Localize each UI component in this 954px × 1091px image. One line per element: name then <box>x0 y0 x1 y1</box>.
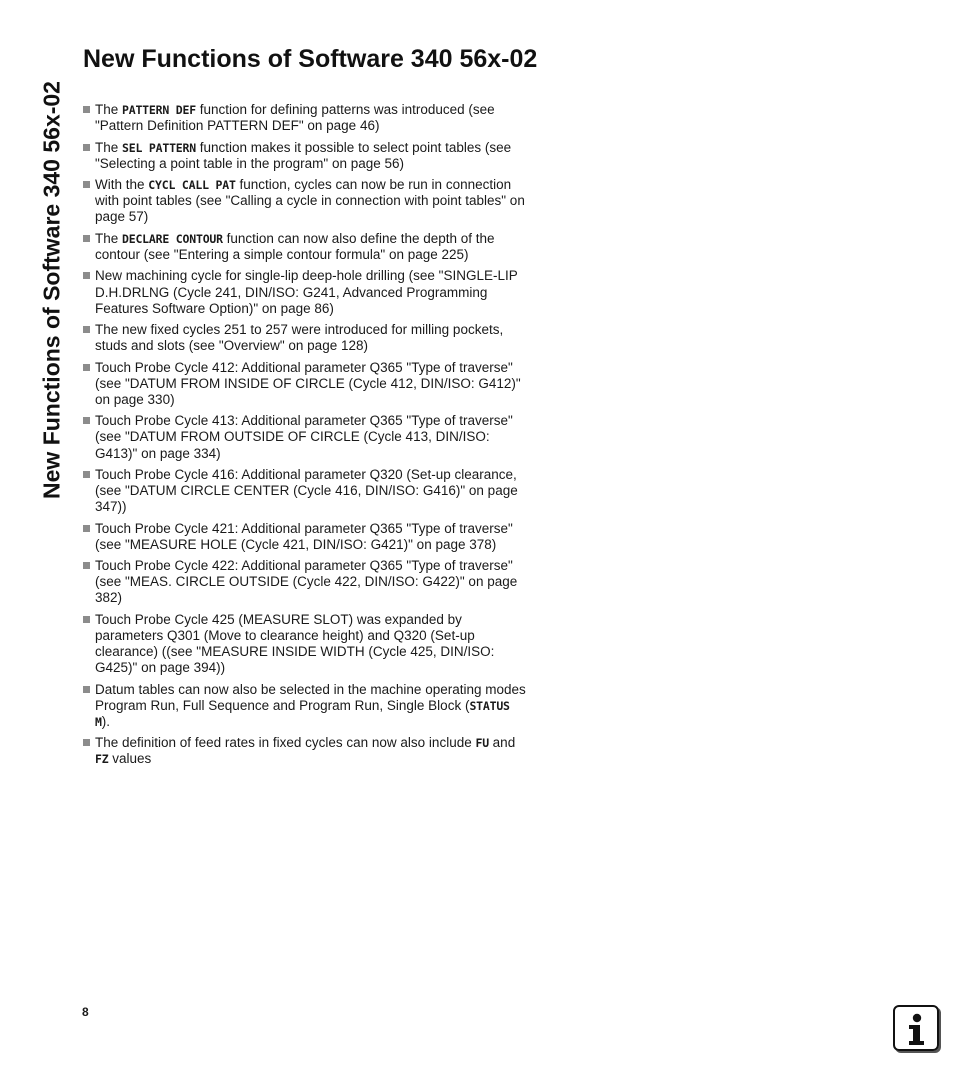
bullet-square-icon <box>83 272 90 279</box>
item-text: Touch Probe Cycle 422: Additional parameter Q365 "Type of traverse" (see "MEAS. CIRCLE OUTSIDE (Cycle 422, DIN/ISO: G422)" on page 382) <box>95 558 518 606</box>
bullet-square-icon <box>83 562 90 569</box>
list-item <box>83 413 528 461</box>
item-text: New machining cycle for single-lip deep-hole drilling (see "SINGLE-LIP D.H.DRLNG (Cycle 241, DIN/ISO: G241, Advanced Programming Features Software Option)" on page 86) <box>95 268 518 316</box>
list-item <box>83 231 528 263</box>
item-text: Datum tables can now also be selected in the machine operating modes Program Run, Full Sequence and Program Run, Single Block ( <box>95 681 526 713</box>
bullet-square-icon <box>83 106 90 113</box>
code-keyword: PATTERN DEF <box>122 103 196 117</box>
code-keyword: FU <box>475 736 489 751</box>
code-keyword: DECLARE CONTOUR <box>122 231 223 246</box>
list-item <box>83 612 528 676</box>
item-text: Touch Probe Cycle 412: Additional parameter Q365 "Type of traverse" (see "DATUM FROM INSIDE OF CIRCLE (Cycle 412, DIN/ISO: G412)" on page 330) <box>95 359 521 407</box>
item-text: Touch Probe Cycle 416: Additional parameter Q320 (Set-up clearance, (see "DATUM CIRCLE CENTER (Cycle 416, DIN/ISO: G416)" on page 347)) <box>95 467 518 515</box>
code-keyword: STATUS M <box>95 698 510 729</box>
list-item <box>83 558 528 606</box>
bullet-square-icon <box>83 417 90 424</box>
list-item <box>83 735 528 767</box>
bullet-square-icon <box>83 739 90 746</box>
list-item <box>83 102 528 134</box>
feature-list <box>83 102 528 773</box>
bullet-square-icon <box>83 364 90 371</box>
list-item <box>83 682 528 730</box>
side-chapter-title: New Functions of Software 340 56x-02 <box>38 81 65 499</box>
item-text: and <box>488 735 516 751</box>
page-title: New Functions of Software 340 56x-02 <box>83 45 538 73</box>
item-text: Touch Probe Cycle 421: Additional parameter Q365 "Type of traverse" (see "MEASURE HOLE (Cycle 421, DIN/ISO: G421)" on page 378) <box>95 520 513 552</box>
item-text: Touch Probe Cycle 425 (MEASURE SLOT) was expanded by parameters Q301 (Move to clearance height) and Q320 (Set-up clearance) ((see "MEASURE INSIDE WIDTH (Cycle 425, DIN/ISO: G425)" on page 394)) <box>95 611 495 676</box>
bullet-square-icon <box>83 144 90 151</box>
bullet-square-icon <box>83 616 90 623</box>
bullet-square-icon <box>83 471 90 478</box>
bullet-square-icon <box>83 326 90 333</box>
item-text: The <box>95 102 123 117</box>
item-text: values <box>108 751 152 767</box>
info-icon <box>893 1005 939 1051</box>
item-text: With the <box>95 177 149 193</box>
item-text: function, cycles can now be run in connection with point tables (see "Calling a cycle in connection with point tables" on page 57) <box>95 177 525 225</box>
list-item <box>83 322 528 354</box>
item-text: The <box>95 230 123 246</box>
item-text: function for defining patterns was introduced (see "Pattern Definition PATTERN DEF" on page 46) <box>95 102 495 134</box>
page-number: 8 <box>82 1005 89 1019</box>
code-keyword: CYCL CALL PAT <box>148 178 236 193</box>
list-item <box>83 467 528 515</box>
item-text: function can now also define the depth of the contour (see "Entering a simple contour formula" on page 225) <box>95 230 495 262</box>
item-text: The new fixed cycles 251 to 257 were introduced for milling pockets, studs and slots (see "Overview" on page 128) <box>95 322 504 354</box>
item-text: The definition of feed rates in fixed cycles can now also include <box>95 735 476 751</box>
item-text: function makes it possible to select point tables (see "Selecting a point table in the program" on page 56) <box>95 139 512 171</box>
list-item <box>83 521 528 553</box>
bullet-square-icon <box>83 686 90 693</box>
code-keyword: FZ <box>95 752 109 767</box>
bullet-square-icon <box>83 181 90 188</box>
bullet-square-icon <box>83 235 90 242</box>
list-item <box>83 360 528 408</box>
code-keyword: SEL PATTERN <box>122 140 196 155</box>
list-item <box>83 177 528 225</box>
list-item <box>83 268 528 316</box>
bullet-square-icon <box>83 525 90 532</box>
list-item <box>83 140 528 172</box>
item-text: Touch Probe Cycle 413: Additional parameter Q365 "Type of traverse" (see "DATUM FROM OUTSIDE OF CIRCLE (Cycle 413, DIN/ISO: G413)" on page 334) <box>95 413 513 461</box>
item-text: ). <box>101 713 110 729</box>
item-text: The <box>95 139 123 155</box>
